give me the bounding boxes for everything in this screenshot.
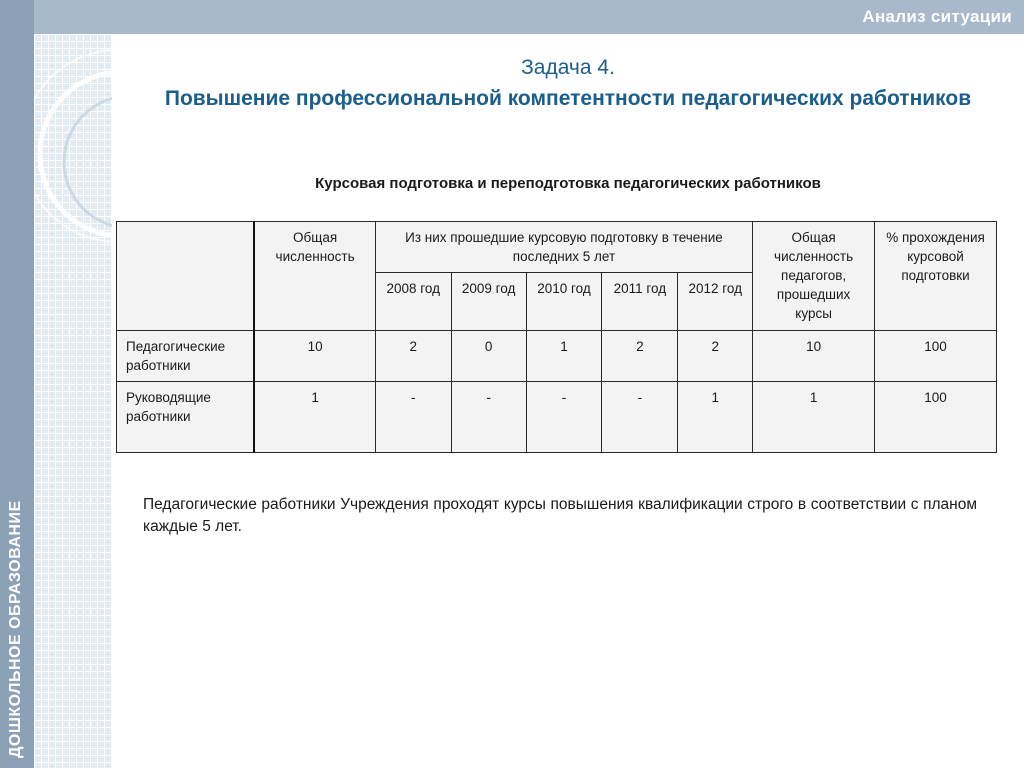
header-group: Из них прошедшие курсовую подготовку в течение последних 5 лет <box>375 222 752 273</box>
table-cell: - <box>526 382 602 453</box>
table-cell: 1 <box>254 382 375 453</box>
vertical-label <box>0 0 34 768</box>
task-title: Повышение профессиональной компетентности педагогических работников <box>164 87 972 110</box>
row-label: Руководящие работники <box>117 382 255 453</box>
table-cell: 1 <box>678 382 753 453</box>
table-cell: 10 <box>753 331 875 382</box>
header-year: 2012 год <box>678 273 753 331</box>
top-bar <box>0 0 1024 34</box>
table-cell: 100 <box>875 382 997 453</box>
decorative-rings-icon <box>34 34 112 768</box>
task-number: Задача 4. <box>521 56 615 79</box>
section-title: Анализ ситуации <box>862 7 1012 26</box>
header-year: 2009 год <box>451 273 526 331</box>
header-total-trained: Общая численность педагогов, прошедших курсы <box>753 222 875 331</box>
table-cell: 2 <box>375 331 451 382</box>
vertical-label-text: ДОШКОЛЬНОЕ ОБРАЗОВАНИЕ <box>7 500 24 758</box>
table-row <box>117 331 997 382</box>
title-block <box>112 56 1024 113</box>
header-year: 2011 год <box>602 273 678 331</box>
table-cell: - <box>602 382 678 453</box>
header-year: 2008 год <box>375 273 451 331</box>
decorative-side-panel <box>34 34 112 768</box>
table-cell: 1 <box>753 382 875 453</box>
table-cell: 2 <box>678 331 753 382</box>
table-cell: 2 <box>602 331 678 382</box>
table-row <box>117 382 997 453</box>
row-label: Педагогические работники <box>117 331 255 382</box>
training-table <box>116 221 997 453</box>
table-cell: - <box>375 382 451 453</box>
header-total: Общая численность <box>254 222 375 331</box>
header-percent: % прохождения курсовой подготовки <box>875 222 997 331</box>
table-cell: 100 <box>875 331 997 382</box>
table-cell: 10 <box>254 331 375 382</box>
table-cell: - <box>451 382 526 453</box>
header-year: 2010 год <box>526 273 602 331</box>
note-text: Педагогические работники Учреждения проходят курсы повышения квалификации строго в соответствии с планом каждые 5 лет. <box>143 496 977 535</box>
table-caption: Курсовая подготовка и переподготовка педагогических работников <box>315 175 821 192</box>
note-paragraph <box>143 494 977 538</box>
table-cell: 1 <box>526 331 602 382</box>
header-empty-cell <box>117 222 255 331</box>
table-cell: 0 <box>451 331 526 382</box>
